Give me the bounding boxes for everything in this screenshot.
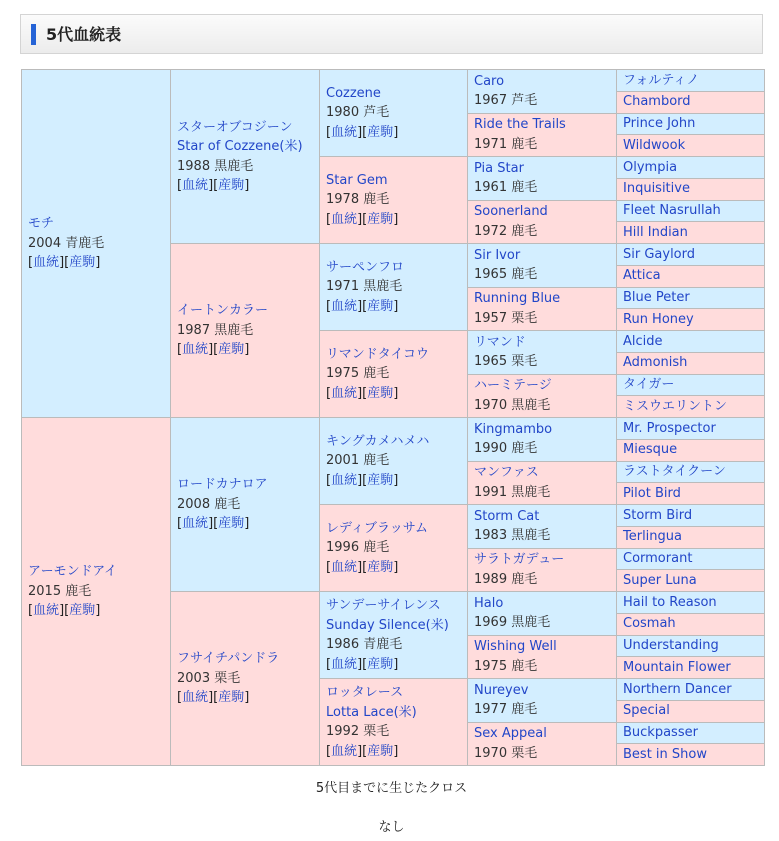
bracket-open: [ <box>362 472 368 488</box>
gen5-28-name-link[interactable]: Mountain Flower <box>623 659 731 675</box>
gen3-8-progeny-link[interactable]: 産駒 <box>367 743 394 759</box>
ancestor-cell-gen3-8 <box>320 679 468 766</box>
ancestor-cell-gen5-16 <box>617 396 765 418</box>
gen3-2-links <box>326 210 461 230</box>
bracket-close: ] <box>357 211 363 227</box>
gen5-9-name-link[interactable]: Sir Gaylord <box>623 246 696 262</box>
gen3-7-details: 1986 青鹿毛 <box>326 637 403 652</box>
gen5-19-name-link[interactable]: ラストタイクーン <box>623 464 726 480</box>
gen1-2-name-link[interactable]: アーモンドアイ <box>28 564 118 580</box>
ancestor-cell-gen1-2 <box>22 418 171 766</box>
gen3-4-progeny-link[interactable]: 産駒 <box>367 385 394 401</box>
gen3-1-name-link[interactable]: Cozzene <box>326 85 381 101</box>
bracket-close: ] <box>95 603 101 619</box>
gen3-1-progeny-link[interactable]: 産駒 <box>367 124 394 140</box>
gen3-1-pedigree-link[interactable]: 血統 <box>331 124 358 140</box>
gen5-24-name-link[interactable]: Super Luna <box>623 572 697 588</box>
bracket-close: ] <box>208 342 214 358</box>
ancestor-cell-gen4-2 <box>468 113 617 157</box>
bracket-open: [ <box>213 690 219 706</box>
ancestor-cell-gen5-5 <box>617 157 765 179</box>
ancestor-cell-gen5-1 <box>617 70 765 92</box>
ancestor-cell-gen5-27 <box>617 635 765 657</box>
ancestor-cell-gen5-29 <box>617 679 765 701</box>
gen5-16-name-link[interactable]: ミスウエリントン <box>623 398 728 414</box>
bracket-open: [ <box>326 656 332 672</box>
ancestor-cell-gen3-4 <box>320 331 468 418</box>
gen3-3-details: 1971 黒鹿毛 <box>326 279 403 295</box>
ancestor-cell-gen4-8 <box>468 374 617 418</box>
bracket-close: ] <box>393 298 399 314</box>
gen5-2-name-link[interactable]: Chambord <box>623 94 691 110</box>
gen4-15-name-link[interactable]: Nureyev <box>474 682 529 698</box>
gen5-21-name-link[interactable]: Storm Bird <box>623 507 693 523</box>
gen4-2-name-link[interactable]: Ride the Trails <box>474 117 566 133</box>
bracket-close: ] <box>393 656 399 672</box>
gen2-3-details: 2008 鹿毛 <box>177 496 241 512</box>
gen2-1-progeny-link[interactable]: 産駒 <box>218 178 245 193</box>
gen4-1-details: 1967 芦毛 <box>474 93 538 109</box>
bracket-open: [ <box>362 559 368 575</box>
bracket-close: ] <box>393 211 399 227</box>
gen4-10-details: 1991 黒鹿毛 <box>474 484 551 500</box>
ancestor-cell-gen4-5 <box>468 244 617 288</box>
gen2-2-details: 1987 黒鹿毛 <box>177 322 254 338</box>
gen5-4-name-link[interactable]: Wildwook <box>623 137 686 153</box>
gen3-6-name-link[interactable]: レディブラッサム <box>326 520 429 536</box>
gen4-6-details: 1957 栗毛 <box>474 310 538 326</box>
bracket-open: [ <box>213 178 219 193</box>
gen2-2-pedigree-link[interactable]: 血統 <box>182 342 209 358</box>
gen3-4-links <box>326 384 461 404</box>
gen3-8-pedigree-link[interactable]: 血統 <box>331 743 358 759</box>
gen2-3-links <box>177 514 313 534</box>
gen4-16-details: 1970 栗毛 <box>474 745 538 761</box>
gen1-2-pedigree-link[interactable]: 血統 <box>33 603 60 619</box>
ancestor-cell-gen5-32 <box>617 744 765 766</box>
bracket-open: [ <box>28 255 34 271</box>
gen1-2-details: 2015 鹿毛 <box>28 583 92 599</box>
gen4-14-name-link[interactable]: Wishing Well <box>474 639 557 655</box>
ancestor-cell-gen4-12 <box>468 548 617 592</box>
ancestor-cell-gen5-11 <box>617 287 765 309</box>
gen5-32-name-link[interactable]: Best in Show <box>623 746 707 762</box>
gen4-10-name-link[interactable]: マンファス <box>474 465 539 481</box>
bracket-close: ] <box>357 385 363 401</box>
gen3-1-details: 1980 芦毛 <box>326 105 390 121</box>
gen2-1-details: 1988 黒鹿毛 <box>177 158 254 174</box>
ancestor-cell-gen4-14 <box>468 635 617 679</box>
bracket-close: ] <box>357 298 363 314</box>
bracket-open: [ <box>326 472 332 488</box>
gen4-8-details: 1970 黒鹿毛 <box>474 397 551 413</box>
gen2-4-name-link[interactable]: フサイチパンドラ <box>177 651 280 667</box>
ancestor-cell-gen4-3 <box>468 157 617 201</box>
ancestor-cell-gen4-15 <box>468 679 617 723</box>
gen4-3-details: 1961 鹿毛 <box>474 180 538 196</box>
gen2-3-pedigree-link[interactable]: 血統 <box>182 516 209 532</box>
gen2-4-pedigree-link[interactable]: 血統 <box>182 690 209 706</box>
gen2-2-links <box>177 340 313 360</box>
gen5-17-name-link[interactable]: Mr. Prospector <box>623 420 716 436</box>
ancestor-cell-gen5-10 <box>617 265 765 287</box>
gen4-4-name-link[interactable]: Soonerland <box>474 204 548 220</box>
gen3-6-details: 1996 鹿毛 <box>326 540 390 556</box>
gen5-1-name-link[interactable]: フォルティノ <box>623 72 700 88</box>
bracket-open: [ <box>213 342 219 358</box>
ancestor-cell-gen2-3 <box>171 418 320 592</box>
gen3-3-progeny-link[interactable]: 産駒 <box>367 298 394 314</box>
bracket-close: ] <box>357 472 363 488</box>
ancestor-cell-gen3-5 <box>320 418 468 505</box>
gen4-12-name-link[interactable]: サラトガデュー <box>474 552 565 568</box>
gen3-5-pedigree-link[interactable]: 血統 <box>331 472 358 488</box>
gen4-5-name-link[interactable]: Sir Ivor <box>474 247 521 263</box>
gen2-2-name-link[interactable]: イートンカラー <box>177 303 269 319</box>
gen1-1-progeny-link[interactable]: 産駒 <box>69 255 96 271</box>
ancestor-cell-gen5-9 <box>617 244 765 266</box>
gen4-9-details: 1990 鹿毛 <box>474 441 538 457</box>
gen5-6-name-link[interactable]: Inquisitive <box>623 181 690 197</box>
bracket-close: ] <box>393 472 399 488</box>
gen4-1-name-link[interactable]: Caro <box>474 73 505 89</box>
gen1-1-details: 2004 青鹿毛 <box>28 235 105 251</box>
gen2-1-pedigree-link[interactable]: 血統 <box>182 178 209 193</box>
bracket-close: ] <box>244 342 250 358</box>
ancestor-cell-gen5-24 <box>617 570 765 592</box>
gen5-15-name-link[interactable]: タイガー <box>623 377 675 393</box>
gen4-2-details: 1971 鹿毛 <box>474 136 538 152</box>
gen4-8-name-link[interactable]: ハーミテージ <box>474 378 552 394</box>
bracket-open: [ <box>326 124 332 140</box>
ancestor-cell-gen5-25 <box>617 592 765 614</box>
bracket-open: [ <box>326 211 332 227</box>
gen3-5-links <box>326 471 461 491</box>
bracket-close: ] <box>244 178 250 193</box>
section-title: 5代血統表 <box>46 25 122 44</box>
ancestor-cell-gen5-8 <box>617 222 765 244</box>
pedigree-table <box>21 69 765 766</box>
cross-heading: 5代目までに生じたクロス <box>315 781 468 796</box>
ancestor-cell-gen5-14 <box>617 352 765 374</box>
ancestor-cell-gen2-2 <box>171 244 320 418</box>
bracket-close: ] <box>393 124 399 140</box>
bracket-close: ] <box>59 603 65 619</box>
ancestor-cell-gen3-2 <box>320 157 468 244</box>
gen2-4-details: 2003 栗毛 <box>177 670 241 686</box>
gen5-3-name-link[interactable]: Prince John <box>623 116 696 132</box>
ancestor-cell-gen5-21 <box>617 505 765 527</box>
ancestor-cell-gen4-7 <box>468 331 617 375</box>
ancestor-cell-gen2-4 <box>171 592 320 766</box>
gen3-4-name-link[interactable]: リマンドタイコウ <box>326 346 429 362</box>
gen1-2-progeny-link[interactable]: 産駒 <box>69 603 96 619</box>
gen3-8-details: 1992 栗毛 <box>326 724 390 739</box>
gen5-22-name-link[interactable]: Terlingua <box>623 529 682 545</box>
gen2-1-alt-name-link[interactable]: Star of Cozzene(米) <box>177 139 303 154</box>
gen3-4-pedigree-link[interactable]: 血統 <box>331 385 358 401</box>
gen5-5-name-link[interactable]: Olympia <box>623 159 678 175</box>
bracket-close: ] <box>208 516 214 532</box>
bracket-open: [ <box>326 743 332 759</box>
ancestor-cell-gen5-22 <box>617 526 765 548</box>
bracket-open: [ <box>326 559 332 575</box>
bracket-open: [ <box>362 211 368 227</box>
gen3-8-links <box>326 742 461 762</box>
ancestor-cell-gen5-6 <box>617 178 765 200</box>
bracket-open: [ <box>362 743 368 759</box>
gen3-2-details: 1978 鹿毛 <box>326 192 390 208</box>
gen5-8-name-link[interactable]: Hill Indian <box>623 224 688 240</box>
ancestor-cell-gen5-3 <box>617 113 765 135</box>
ancestor-cell-gen3-3 <box>320 244 468 331</box>
ancestor-cell-gen4-6 <box>468 287 617 331</box>
gen5-25-name-link[interactable]: Hail to Reason <box>623 594 717 610</box>
ancestor-cell-gen3-6 <box>320 505 468 592</box>
bracket-open: [ <box>362 298 368 314</box>
gen2-1-links <box>177 176 313 196</box>
bracket-close: ] <box>357 743 363 759</box>
bracket-close: ] <box>95 255 101 271</box>
bracket-close: ] <box>59 255 65 271</box>
gen2-1-name-link[interactable]: スターオブコジーン <box>177 119 293 135</box>
gen3-6-progeny-link[interactable]: 産駒 <box>367 559 394 575</box>
ancestor-cell-gen4-1 <box>468 70 617 114</box>
bracket-close: ] <box>208 178 214 193</box>
ancestor-cell-gen5-26 <box>617 613 765 635</box>
bracket-open: [ <box>362 124 368 140</box>
section-header-accent-bar <box>31 24 36 45</box>
ancestor-cell-gen5-28 <box>617 657 765 679</box>
gen1-2-links <box>28 601 164 621</box>
gen3-3-pedigree-link[interactable]: 血統 <box>331 298 358 314</box>
gen2-4-progeny-link[interactable]: 産駒 <box>218 690 245 706</box>
ancestor-cell-gen3-1 <box>320 70 468 157</box>
gen4-5-details: 1965 鹿毛 <box>474 267 538 283</box>
gen4-16-name-link[interactable]: Sex Appeal <box>474 726 547 742</box>
ancestor-cell-gen5-13 <box>617 331 765 353</box>
gen4-11-name-link[interactable]: Storm Cat <box>474 508 540 524</box>
gen4-13-details: 1969 黒鹿毛 <box>474 615 551 631</box>
pedigree-row <box>22 70 765 92</box>
bracket-close: ] <box>244 516 250 532</box>
gen2-4-links <box>177 688 313 708</box>
ancestor-cell-gen1-1 <box>22 70 171 418</box>
gen3-6-links <box>326 558 461 578</box>
gen4-15-details: 1977 鹿毛 <box>474 702 538 718</box>
gen3-6-pedigree-link[interactable]: 血統 <box>331 559 358 575</box>
ancestor-cell-gen5-7 <box>617 200 765 222</box>
section-header <box>20 14 763 54</box>
ancestor-cell-gen5-18 <box>617 439 765 461</box>
gen2-2-progeny-link[interactable]: 産駒 <box>218 342 245 358</box>
bracket-open: [ <box>326 385 332 401</box>
bracket-close: ] <box>244 690 250 706</box>
bracket-close: ] <box>208 690 214 706</box>
gen5-14-name-link[interactable]: Admonish <box>623 355 688 371</box>
bracket-open: [ <box>213 516 219 532</box>
gen5-12-name-link[interactable]: Run Honey <box>623 311 694 327</box>
gen5-23-name-link[interactable]: Cormorant <box>623 551 693 567</box>
gen2-3-progeny-link[interactable]: 産駒 <box>218 516 245 532</box>
gen3-4-details: 1975 鹿毛 <box>326 366 390 382</box>
gen5-11-name-link[interactable]: Blue Peter <box>623 290 690 306</box>
gen3-7-name-link[interactable]: サンデーサイレンス <box>326 598 441 613</box>
ancestor-cell-gen5-19 <box>617 461 765 483</box>
gen3-7-pedigree-link[interactable]: 血統 <box>331 656 358 672</box>
bracket-open: [ <box>362 385 368 401</box>
gen4-11-details: 1983 黒鹿毛 <box>474 528 551 544</box>
bracket-close: ] <box>393 743 399 759</box>
gen5-10-name-link[interactable]: Attica <box>623 268 661 284</box>
gen3-7-links <box>326 655 461 675</box>
bracket-close: ] <box>393 385 399 401</box>
gen4-12-details: 1989 鹿毛 <box>474 571 538 587</box>
ancestor-cell-gen5-12 <box>617 309 765 331</box>
bracket-close: ] <box>357 656 363 672</box>
gen5-20-name-link[interactable]: Pilot Bird <box>623 485 681 501</box>
bracket-close: ] <box>357 559 363 575</box>
gen1-1-pedigree-link[interactable]: 血統 <box>33 255 60 271</box>
bracket-open: [ <box>362 656 368 672</box>
gen5-30-name-link[interactable]: Special <box>623 703 670 719</box>
ancestor-cell-gen4-16 <box>468 722 617 766</box>
ancestor-cell-gen5-23 <box>617 548 765 570</box>
ancestor-cell-gen4-9 <box>468 418 617 462</box>
gen4-6-name-link[interactable]: Running Blue <box>474 291 561 307</box>
bracket-open: [ <box>64 255 70 271</box>
ancestor-cell-gen4-11 <box>468 505 617 549</box>
gen4-7-details: 1965 栗毛 <box>474 354 538 370</box>
gen1-1-name-link[interactable]: モチ <box>28 216 55 232</box>
gen5-18-name-link[interactable]: Miesque <box>623 442 678 458</box>
bracket-close: ] <box>393 559 399 575</box>
gen3-5-details: 2001 鹿毛 <box>326 453 390 469</box>
gen2-3-name-link[interactable]: ロードカナロア <box>177 477 268 493</box>
gen3-5-progeny-link[interactable]: 産駒 <box>367 472 394 488</box>
ancestor-cell-gen4-13 <box>468 592 617 636</box>
bracket-open: [ <box>177 690 183 706</box>
ancestor-cell-gen5-20 <box>617 483 765 505</box>
gen5-26-name-link[interactable]: Cosmah <box>623 616 676 632</box>
gen3-3-name-link[interactable]: サーペンフロ <box>326 259 405 275</box>
gen4-3-name-link[interactable]: Pia Star <box>474 160 524 176</box>
ancestor-cell-gen4-10 <box>468 461 617 505</box>
ancestor-cell-gen5-2 <box>617 91 765 113</box>
bracket-open: [ <box>326 298 332 314</box>
cross-value: なし <box>378 820 405 835</box>
gen3-8-name-link[interactable]: ロッタレース <box>326 685 404 700</box>
gen5-27-name-link[interactable]: Understanding <box>623 638 719 654</box>
ancestor-cell-gen5-30 <box>617 700 765 722</box>
gen4-14-details: 1975 鹿毛 <box>474 658 538 674</box>
bracket-open: [ <box>28 603 34 619</box>
gen5-31-name-link[interactable]: Buckpasser <box>623 725 698 741</box>
bracket-open: [ <box>177 342 183 358</box>
gen5-29-name-link[interactable]: Northern Dancer <box>623 681 732 697</box>
gen5-7-name-link[interactable]: Fleet Nasrullah <box>623 203 721 219</box>
ancestor-cell-gen5-17 <box>617 418 765 440</box>
gen3-7-alt-name-link[interactable]: Sunday Silence(米) <box>326 617 449 633</box>
ancestor-cell-gen5-15 <box>617 374 765 396</box>
gen5-13-name-link[interactable]: Alcide <box>623 333 663 349</box>
ancestor-cell-gen5-4 <box>617 135 765 157</box>
gen3-8-alt-name-link[interactable]: Lotta Lace(米) <box>326 704 417 720</box>
bracket-close: ] <box>357 124 363 140</box>
gen4-9-name-link[interactable]: Kingmambo <box>474 421 553 437</box>
gen3-1-links <box>326 123 461 143</box>
gen3-3-links <box>326 297 461 317</box>
bracket-open: [ <box>177 516 183 532</box>
gen3-5-name-link[interactable]: キングカメハメハ <box>326 433 430 449</box>
bracket-open: [ <box>177 178 183 193</box>
pedigree-row <box>22 418 765 440</box>
ancestor-cell-gen5-31 <box>617 722 765 744</box>
gen3-2-name-link[interactable]: Star Gem <box>326 172 388 188</box>
gen3-2-pedigree-link[interactable]: 血統 <box>331 211 358 227</box>
gen1-1-links <box>28 253 164 273</box>
ancestor-cell-gen3-7 <box>320 592 468 679</box>
bracket-open: [ <box>64 603 70 619</box>
ancestor-cell-gen4-4 <box>468 200 617 244</box>
ancestor-cell-gen2-1 <box>171 70 320 244</box>
gen4-4-details: 1972 鹿毛 <box>474 223 538 239</box>
gen3-2-progeny-link[interactable]: 産駒 <box>367 211 394 227</box>
gen3-7-progeny-link[interactable]: 産駒 <box>367 656 394 672</box>
gen4-13-name-link[interactable]: Halo <box>474 595 504 611</box>
gen4-7-name-link[interactable]: リマンド <box>474 334 526 350</box>
